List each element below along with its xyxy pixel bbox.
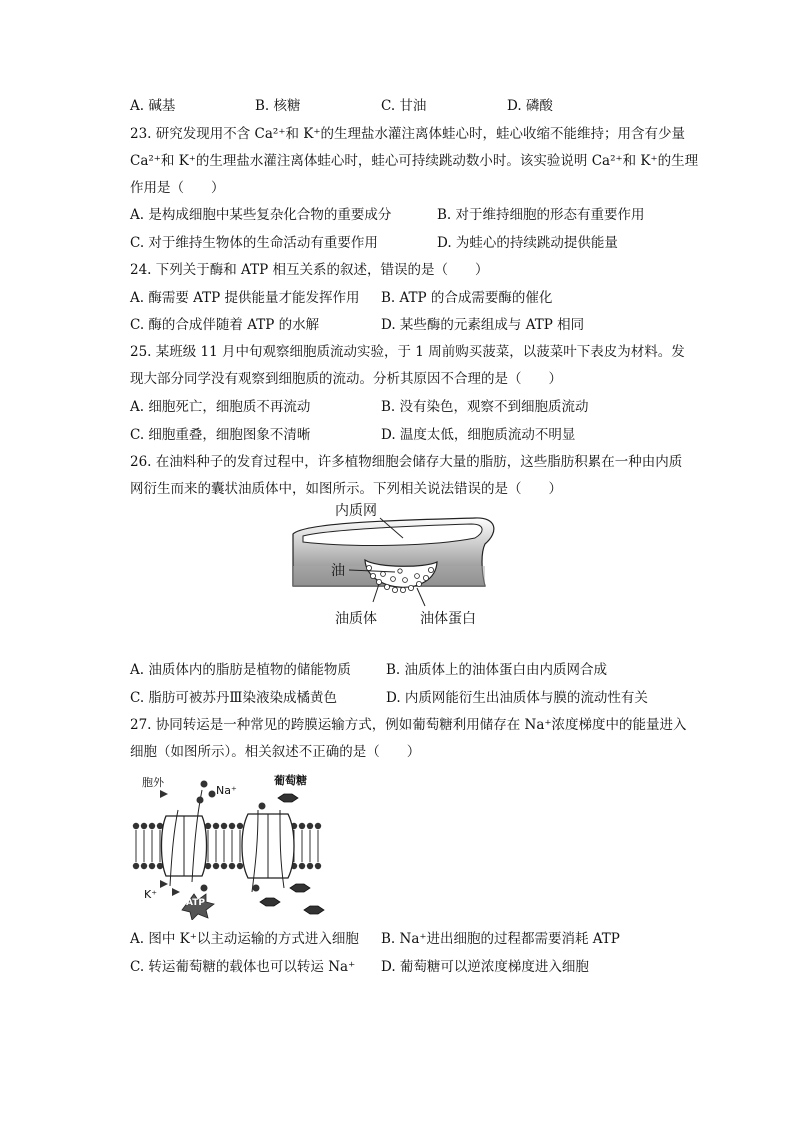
q25-option-a: A. 细胞死亡，细胞质不再流动 xyxy=(130,399,311,415)
label-oil: 油 xyxy=(331,563,345,579)
label-outside: 胞外 xyxy=(142,776,164,789)
q25-option-b: B. 没有染色，观察不到细胞质流动 xyxy=(381,399,589,415)
q22-option-a: A. 碱基 xyxy=(130,98,176,114)
cotransport-figure xyxy=(130,770,330,920)
q22-option-d: D. 磷酸 xyxy=(507,98,553,114)
q24-stem: 24. 下列关于酶和 ATP 相互关系的叙述，错误的是（ ） xyxy=(130,262,489,278)
label-er: 内质网 xyxy=(335,503,377,519)
q23-option-a: A. 是构成细胞中某些复杂化合物的重要成分 xyxy=(130,207,392,223)
k-ion-icon xyxy=(160,790,168,798)
q23-option-b: B. 对于维持细胞的形态有重要作用 xyxy=(437,207,645,223)
q24-option-b: B. ATP 的合成需要酶的催化 xyxy=(381,290,553,306)
label-oleosin: 油体蛋白 xyxy=(420,611,476,627)
q23-stem-line-3: 作用是（ ） xyxy=(130,180,225,196)
q24-option-d: D. 某些酶的元素组成与 ATP 相同 xyxy=(381,317,585,333)
q25-stem-line-1: 25. 某班级 11 月中旬观察细胞质流动实验，于 1 周前购买菠菜，以菠菜叶下表皮为材料。发 xyxy=(130,344,685,360)
q27-option-a: A. 图中 K⁺以主动运输的方式进入细胞 xyxy=(130,931,359,947)
q27-stem-line-1: 27. 协同转运是一种常见的跨膜运输方式，例如葡萄糖利用储存在 Na⁺浓度梯度中的能量进入 xyxy=(130,717,687,733)
q24-option-c: C. 酶的合成伴随着 ATP 的水解 xyxy=(130,317,320,333)
q26-option-c: C. 脂肪可被苏丹Ⅲ染液染成橘黄色 xyxy=(130,690,337,706)
q24-option-a: A. 酶需要 ATP 提供能量才能发挥作用 xyxy=(130,290,360,306)
label-oil-body: 油质体 xyxy=(335,611,377,627)
q22-option-b: B. 核糖 xyxy=(255,98,301,114)
q27-option-c: C. 转运葡萄糖的载体也可以转运 Na⁺ xyxy=(130,959,356,975)
q23-option-c: C. 对于维持生物体的生命活动有重要作用 xyxy=(130,235,378,251)
q25-stem-line-2: 现大部分同学没有观察到细胞质的流动。分析其原因不合理的是（ ） xyxy=(130,371,562,387)
q23-option-d: D. 为蛙心的持续跳动提供能量 xyxy=(437,235,618,251)
q26-option-a: A. 油质体内的脂肪是植物的储能物质 xyxy=(130,662,351,678)
label-glucose: 葡萄糖 xyxy=(274,774,307,787)
q22-option-c: C. 甘油 xyxy=(381,98,427,114)
q23-stem-line-1: 23. 研究发现用不含 Ca²⁺和 K⁺的生理盐水灌注离体蛙心时，蛙心收缩不能维持；用含有少量 xyxy=(130,126,685,142)
label-k: K⁺ xyxy=(144,888,158,901)
q26-option-b: B. 油质体上的油体蛋白由内质网合成 xyxy=(386,662,608,678)
oil-body-figure xyxy=(285,502,505,632)
q27-stem-line-2: 细胞（如图所示）。相关叙述不正确的是（ ） xyxy=(130,744,421,760)
q25-option-c: C. 细胞重叠，细胞图象不清晰 xyxy=(130,427,311,443)
label-atp: ATP xyxy=(186,898,206,908)
k-ion-icon xyxy=(160,880,168,888)
k-ion-icon xyxy=(172,888,180,896)
q23-stem-line-2: Ca²⁺和 K⁺的生理盐水灌注离体蛙心时，蛙心可持续跳动数小时。该实验说明 Ca²⁺和 K⁺的生理 xyxy=(130,153,699,169)
q26-stem-line-1: 26. 在油料种子的发育过程中，许多植物细胞会储存大量的脂肪，这些脂肪积累在一种由内质 xyxy=(130,454,683,470)
q27-option-d: D. 葡萄糖可以逆浓度梯度进入细胞 xyxy=(381,959,589,975)
q26-stem-line-2: 网衍生而来的囊状油质体中，如图所示。下列相关说法错误的是（ ） xyxy=(130,481,562,497)
label-na: Na⁺ xyxy=(216,784,237,797)
q26-option-d: D. 内质网能衍生出油质体与膜的流动性有关 xyxy=(386,690,648,706)
q25-option-d: D. 温度太低，细胞质流动不明显 xyxy=(381,427,576,443)
q27-option-b: B. Na⁺进出细胞的过程都需要消耗 ATP xyxy=(381,931,620,947)
